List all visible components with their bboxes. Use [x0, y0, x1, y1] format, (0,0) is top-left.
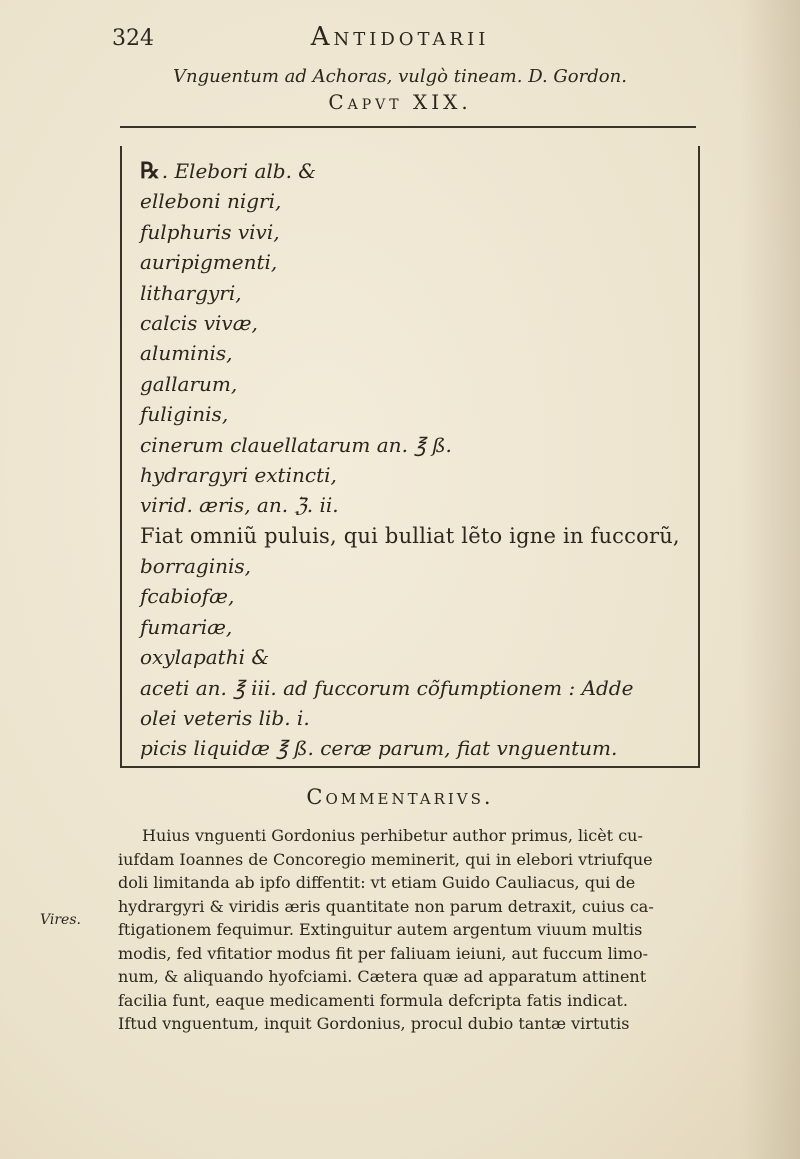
recipe-symbol-icon: ℞: [140, 158, 160, 184]
commentary-line: doli limitanda ab ipfo diffentit: vt etiam Guido Cauliacus, qui de: [118, 873, 636, 892]
recipe-line-text: aluminis,: [140, 341, 233, 366]
recipe-line-text: virid. æris, an. ℨ. ii.: [140, 493, 339, 518]
recipe-line: [140, 460, 700, 490]
recipe-block: [140, 156, 700, 764]
recipe-line-text: elleboni nigri,: [140, 189, 282, 214]
page-edge-shadow: [740, 0, 800, 1159]
recipe-line: [140, 308, 700, 338]
recipe-line: [140, 612, 700, 642]
recipe-line: [140, 733, 700, 763]
commentary-line: Iftud vnguentum, inquit Gordonius, procul dubio tantæ virtutis: [118, 1014, 630, 1033]
commentary-line: iufdam Ioannes de Concoregio meminerit, qui in elebori vtriufque: [118, 849, 653, 869]
recipe-line-text: borraginis,: [140, 554, 251, 579]
recipe-line: [140, 278, 700, 308]
recipe-line-text: calcis vivæ,: [140, 310, 258, 335]
recipe-line: [140, 490, 700, 520]
recipe-line: [140, 521, 700, 551]
recipe-line: [140, 217, 700, 247]
recipe-line-text: . Elebori alb. &: [161, 159, 317, 183]
recipe-line: [140, 673, 700, 703]
commentary-heading: Commentarivs.: [306, 785, 494, 809]
recipe-line-text: picis liquidæ ℥ ß. ceræ parum, fiat vnguentum.: [140, 736, 618, 761]
page-number: 324: [112, 26, 154, 51]
commentary-line: modis, fed vfitatior modus fit per faliuam ieiuni, aut fuccum limo-: [118, 943, 649, 963]
recipe-title: Vnguentum ad Achoras, vulgò tineam. D. Gordon.: [173, 66, 627, 87]
chapter-heading: Capvt XIX.: [328, 90, 472, 114]
recipe-line-text: aceti an. ℥ iii. ad fuccorum cõfumptionem : Adde: [140, 675, 634, 700]
commentary-line: ftigationem fequimur. Extinguitur autem argentum viuum multis: [118, 920, 643, 939]
recipe-line: [140, 430, 700, 460]
commentary-line: num, & aliquando hyofciami. Cætera quæ ad apparatum attinent: [118, 967, 647, 986]
recipe-line-text: fcabiofæ,: [140, 584, 235, 609]
top-rule: [120, 126, 696, 128]
running-head: Antidotarii: [310, 22, 490, 52]
recipe-line-text: lithargyri,: [140, 280, 242, 305]
recipe-line: [140, 642, 700, 672]
recipe-line: [140, 338, 700, 368]
recipe-line: [140, 186, 700, 216]
recipe-line-text: fuliginis,: [140, 402, 229, 427]
recipe-line-text: gallarum,: [140, 371, 238, 396]
recipe-line: [140, 581, 700, 611]
recipe-line-text: Fiat omniũ puluis, qui bulliat lẽto igne in fuccorũ,: [140, 523, 680, 548]
recipe-line-text: hydrargyri extincti,: [140, 462, 337, 487]
recipe-line: [140, 247, 700, 277]
recipe-line-text: olei veteris lib. i.: [140, 706, 310, 731]
recipe-line-text: oxylapathi &: [140, 645, 270, 670]
recipe-line: [140, 156, 700, 186]
margin-note: Vires.: [40, 912, 81, 928]
recipe-line-text: fumariæ,: [140, 614, 233, 639]
commentary-line: hydrargyri & viridis æris quantitate non parum detraxit, cuius ca-: [118, 896, 654, 916]
recipe-line: [140, 399, 700, 429]
recipe-line: [140, 369, 700, 399]
commentary-line: facilia funt, eaque medicamenti formula defcripta fatis indicat.: [118, 990, 628, 1010]
recipe-line: [140, 551, 700, 581]
recipe-line-text: cinerum clauellatarum an. ℥ ß.: [140, 432, 452, 457]
commentary-text: [118, 824, 702, 1036]
recipe-line-text: fulphuris vivi,: [140, 219, 280, 244]
commentary-line: Huius vnguenti Gordonius perhibetur author primus, licèt cu-: [142, 826, 643, 845]
page-header: [0, 22, 800, 62]
recipe-line-text: auripigmenti,: [140, 250, 278, 275]
recipe-line: [140, 703, 700, 733]
